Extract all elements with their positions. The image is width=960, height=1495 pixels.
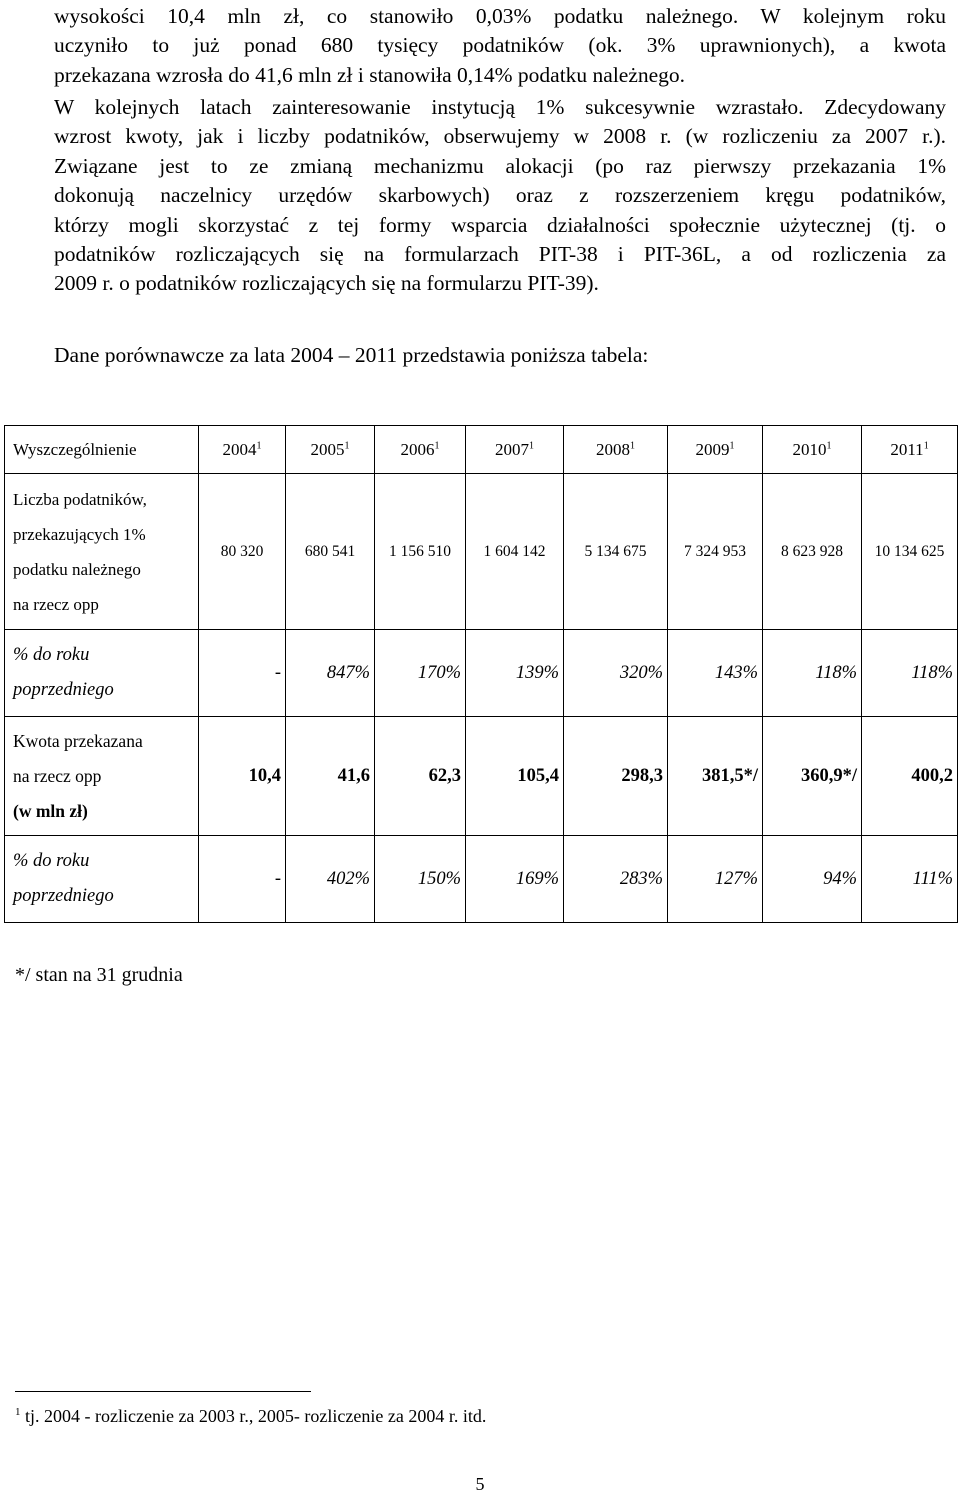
value-cell: 150% [375,836,466,923]
table-row-taxpayers [5,474,958,630]
comparison-table [4,425,958,923]
value-cell: - [199,836,286,923]
paragraph-line: 2009 r. o podatników rozliczających się na formularzu PIT-39). [54,271,599,296]
value-cell: 105,4 [466,717,564,836]
year-cell: 2006$^1$ [375,426,466,474]
label-line: Kwota przekazana [13,730,143,751]
value-cell: 139% [466,630,564,717]
label-line: na rzecz opp [13,765,102,786]
table-intro: Dane porównawcze za lata 2004 – 2011 przedstawia poniższa tabela: [54,343,649,367]
year-cell: 2010$^1$ [763,426,862,474]
table-note: */ stan na 31 grudnia [15,964,183,986]
paragraph-line: wzrost kwoty, jak i liczby podatników, obserwujemy w 2008 r. (w rozliczeniu za 2007 r.). [54,124,946,149]
paragraph-line: przekazana wzrosła do 41,6 mln zł i stanowiła 0,14% podatku należnego. [54,62,686,87]
value-cell: 400,2 [862,717,958,836]
label-line: Liczba podatników, [13,489,147,509]
value-cell: - [199,630,286,717]
footnote-text: tj. 2004 - rozliczenie za 2003 r., 2005- rozliczenie za 2004 r. itd. [20,1406,487,1426]
value-cell: 143% [668,630,763,717]
label-line: % do roku [13,645,90,665]
label-line: podatku należnego [13,559,141,579]
label-line: na rzecz opp [13,594,99,614]
row-label-cell [5,836,199,923]
value-cell: 62,3 [375,717,466,836]
paragraph-line: Związane jest to ze zmianą mechanizmu alokacji (po raz pierwszy przekazania 1% [54,153,946,178]
value-cell: 118% [763,630,862,717]
value-cell: 10,4 [199,717,286,836]
paragraph-line: W kolejnych latach zainteresowanie instytucją 1% sukcesywnie wzrastało. Zdecydowany [54,95,946,119]
year-cell: 2009$^1$ [668,426,763,474]
label-line: % do roku [13,851,90,871]
value-cell: 10 134 625 [862,474,958,630]
year-cell: 2011$^1$ [862,426,958,474]
label-line: poprzedniego [13,886,114,906]
label-line: przekazujących 1% [13,524,146,544]
value-cell: 283% [564,836,668,923]
value-cell: 80 320 [199,474,286,630]
value-cell: 118% [862,630,958,717]
paragraph-line: podatników rozliczających się na formularzach PIT-38 i PIT-36L, a od rozliczenia za [54,242,946,267]
value-cell: 1 604 142 [466,474,564,630]
value-cell: 320% [564,630,668,717]
row-label-cell [5,474,199,630]
value-cell: 360,9*/ [763,717,862,836]
value-cell: 111% [862,836,958,923]
paragraph-line: dokonują naczelnicy urzędów skarbowych) oraz z rozszerzeniem kręgu podatników, [54,183,946,208]
paragraph-line: wysokości 10,4 mln zł, co stanowiło 0,03% podatku należnego. W kolejnym roku [54,4,946,28]
row-label-cell [5,630,199,717]
value-cell: 94% [763,836,862,923]
table-row-amount-change [5,836,958,923]
year-cell: 2005$^1$ [286,426,375,474]
table-row-amount [5,717,958,836]
value-cell: 170% [375,630,466,717]
year-cell: 2007$^1$ [466,426,564,474]
label-line: poprzedniego [13,680,114,700]
page-number: 5 [475,1474,485,1494]
value-cell: 298,3 [564,717,668,836]
value-cell: 169% [466,836,564,923]
footnote [15,1406,486,1427]
year-cell: 2004$^1$ [199,426,286,474]
paragraph-1 [54,2,946,90]
paragraph-line: którzy mogli skorzystać z tej formy wsparcia działalności społecznie użytecznej (tj. o [54,212,946,237]
footnote-marker: 1 [15,1406,21,1418]
value-cell: 402% [286,836,375,923]
header-label-cell: Wyszczególnienie [5,426,199,474]
value-cell: 8 623 928 [763,474,862,630]
value-cell: 381,5*/ [668,717,763,836]
year-cell: 2008$^1$ [564,426,668,474]
row-label-cell [5,717,199,836]
footnote-separator [15,1391,311,1392]
value-cell: 127% [668,836,763,923]
value-cell: 1 156 510 [375,474,466,630]
label-line: (w mln zł) [13,800,88,821]
value-cell: 41,6 [286,717,375,836]
value-cell: 7 324 953 [668,474,763,630]
paragraph-2 [54,93,946,299]
table-header-row [5,426,958,474]
value-cell: 847% [286,630,375,717]
paragraph-line: uczyniło to już ponad 680 tysięcy podatników (ok. 3% uprawnionych), a kwota [54,33,946,58]
table-row-taxpayers-change [5,630,958,717]
value-cell: 680 541 [286,474,375,630]
value-cell: 5 134 675 [564,474,668,630]
